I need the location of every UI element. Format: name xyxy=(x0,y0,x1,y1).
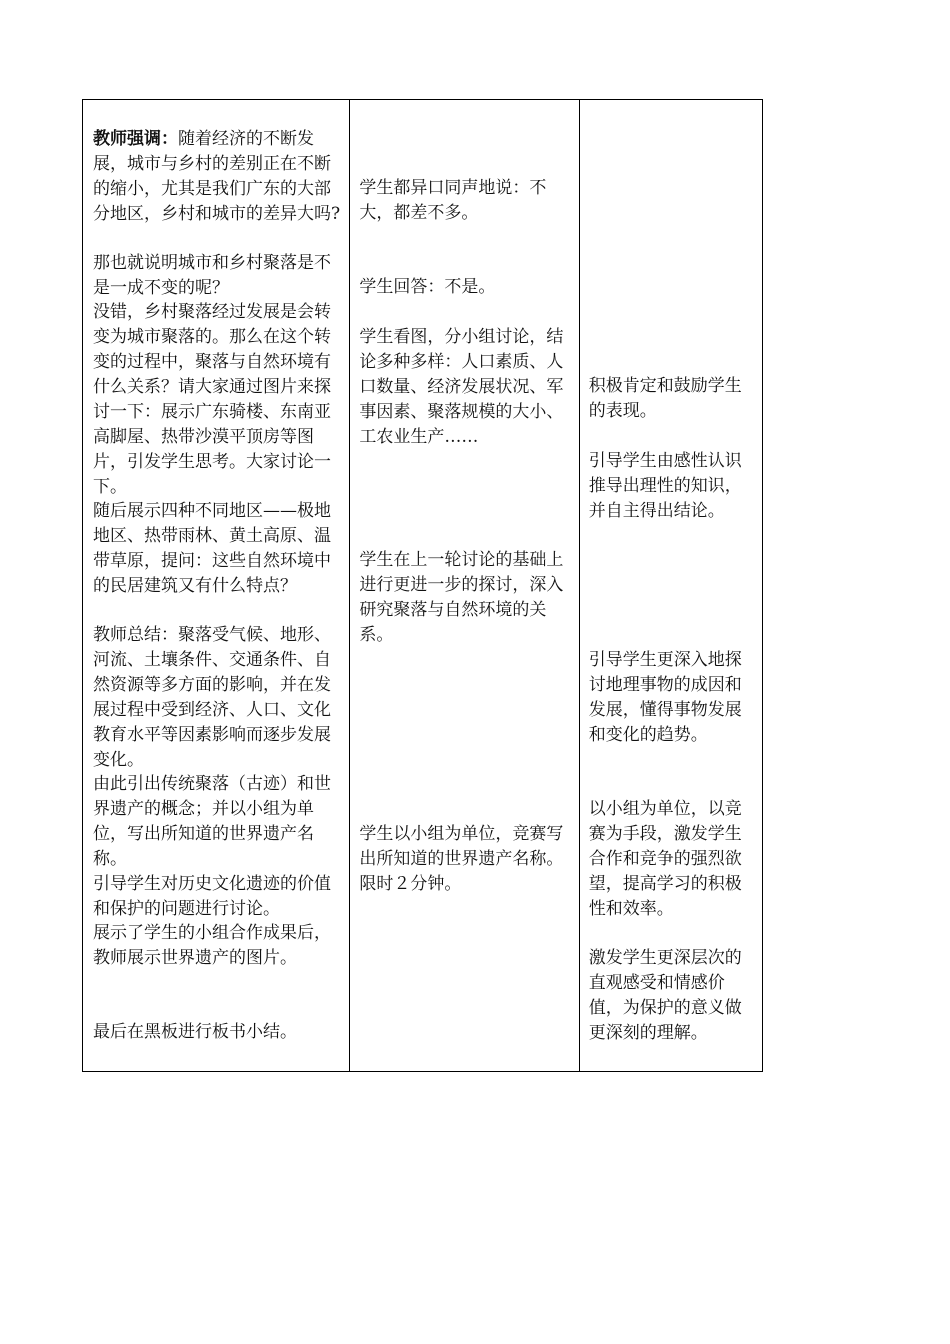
student-activity-cell xyxy=(350,100,579,1072)
teacher-paragraph-2: 那也就说明城市和乡村聚落是不是一成不变的呢？ xyxy=(93,253,331,298)
intent-paragraph-5: 激发学生更深层次的直观感受和情感价值，为保护的意义做更深刻的理解。 xyxy=(588,948,742,1043)
teacher-paragraph-4: 随后展示四种不同地区——极地地区、热带雨林、黄土高原、温带草原，提问：这些自然环境中的民居建筑又有什么特点？ xyxy=(93,501,331,596)
design-intent-cell xyxy=(579,100,762,1072)
student-paragraph-4: 学生在上一轮讨论的基础上进行更进一步的探讨，深入研究聚落与自然环境的关系。 xyxy=(359,550,564,645)
intent-paragraph-3: 引导学生更深入地探讨地理事物的成因和发展，懂得事物发展和变化的趋势。 xyxy=(588,650,742,745)
student-paragraph-5: 学生以小组为单位，竞赛写出所知道的世界遗产名称。限时２分钟。 xyxy=(359,824,564,894)
teacher-paragraph-8: 展示了学生的小组合作成果后，教师展示世界遗产的图片。 xyxy=(93,923,331,968)
student-paragraph-1: 学生都异口同声地说：不大，都差不多。 xyxy=(359,178,547,223)
teacher-paragraph-6: 由此引出传统聚落（古迹）和世界遗产的概念；并以小组为单位，写出所知道的世界遗产名称。 xyxy=(93,774,331,869)
teacher-paragraph-9: 最后在黑板进行板书小结。 xyxy=(93,1022,297,1042)
teacher-paragraph-1 xyxy=(93,127,345,227)
teacher-paragraph-3: 没错，乡村聚落经过发展是会转变为城市聚落的。那么在这个转变的过程中，聚落与自然环境有什么关系？请大家通过图片来探讨一下：展示广东骑楼、东南亚高脚屋、热带沙漠平顶房等图片，引发学生思考。大家讨论一下。 xyxy=(93,302,331,497)
intent-paragraph-1: 积极肯定和鼓励学生的表现。 xyxy=(588,376,742,421)
student-paragraph-2: 学生回答：不是。 xyxy=(359,277,496,297)
teacher-paragraph-7: 引导学生对历史文化遗迹的价值和保护的问题进行讨论。 xyxy=(93,874,331,919)
teacher-summary: 教师总结：聚落受气候、地形、河流、土壤条件、交通条件、自然资源等多方面的影响，并在发展过程中受到经济、人口、文化教育水平等因素影响而逐步发展变化。 xyxy=(93,625,331,770)
lesson-plan-table xyxy=(82,99,763,1072)
table-row xyxy=(83,100,763,1072)
intent-paragraph-2: 引导学生由感性认识推导出理性的知识，并自主得出结论。 xyxy=(588,451,742,521)
student-paragraph-3: 学生看图，分小组讨论，结论多种多样：人口素质、人口数量、经济发展状况、军事因素、聚落规模的大小、工农业生产…… xyxy=(359,327,564,447)
teacher-emphasis-text: 随着经济的不断发展，城市与乡村的差别正在不断的缩小，尤其是我们广东的大部分地区，乡村和城市的差异大吗? xyxy=(93,129,341,224)
teacher-emphasis-label: 教师强调： xyxy=(93,129,178,149)
intent-paragraph-4: 以小组为单位，以竞赛为手段，激发学生合作和竞争的强烈欲望，提高学习的积极性和效率。 xyxy=(588,799,742,919)
teacher-activity-cell xyxy=(83,100,350,1072)
